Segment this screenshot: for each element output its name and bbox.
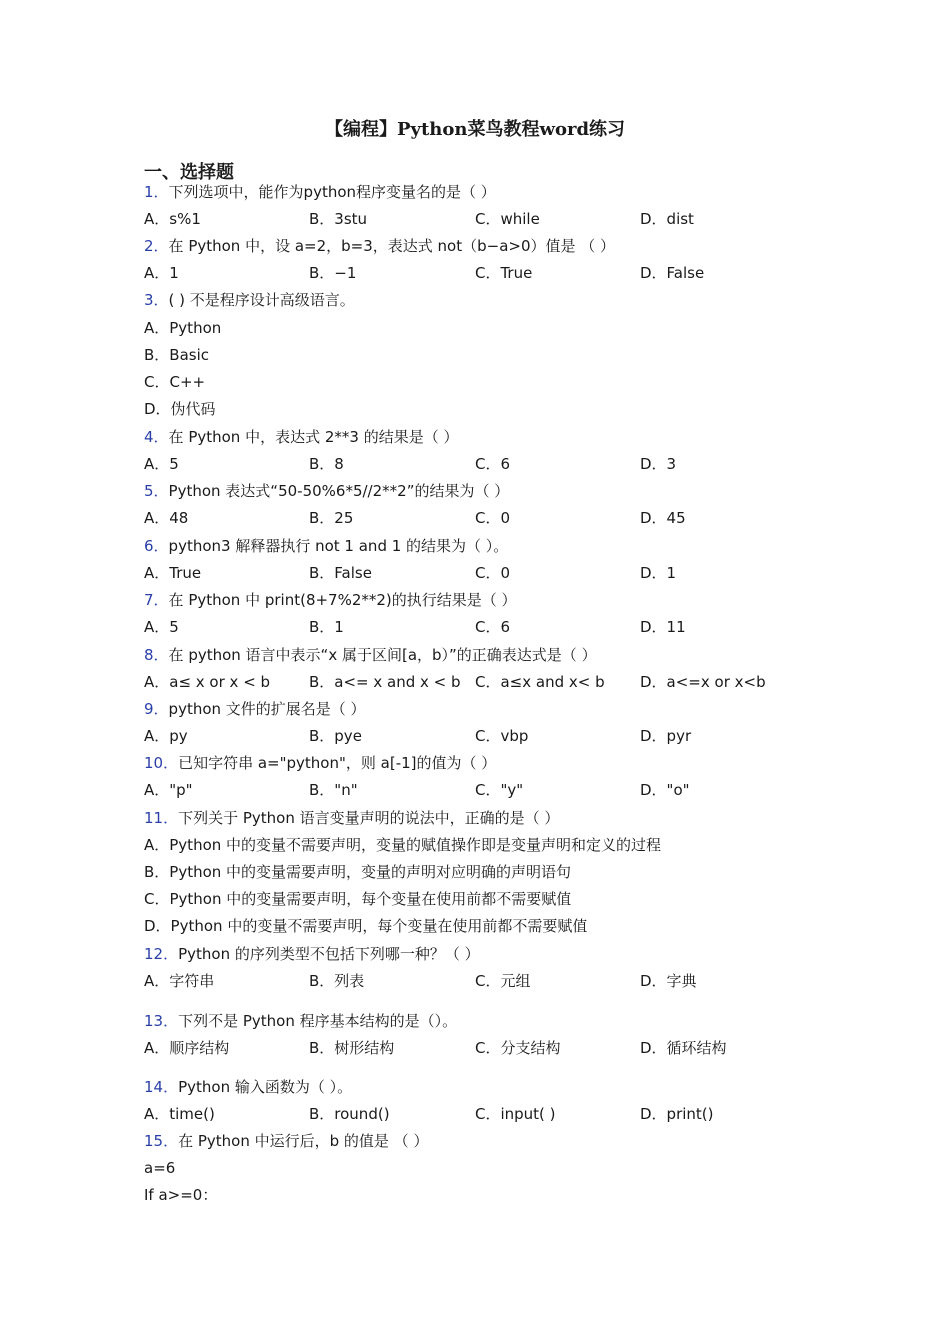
option-a: A．a≤ x or x < b (144, 673, 271, 691)
question-number: 15． (144, 1132, 179, 1150)
question-text: Python 输入函数为（ ）。 (178, 1078, 353, 1096)
option-d: D．伪代码 (144, 400, 216, 418)
option-c: C．6 (475, 455, 511, 473)
question-text: 在 Python 中 print(8+7%2**2)的执行结果是（ ） (168, 591, 517, 609)
option-b: B．"n" (309, 781, 358, 799)
question-number: 14． (144, 1078, 179, 1096)
option-b: B．round() (309, 1105, 390, 1123)
option-a: A．Python 中的变量不需要声明，变量的赋值操作即是变量声明和定义的过程 (144, 836, 662, 854)
question-9 (144, 699, 366, 719)
option-d: D．Python 中的变量不需要声明，每个变量在使用前都不需要赋值 (144, 917, 588, 935)
option-a: A．48 (144, 509, 189, 527)
question-12 (144, 944, 480, 964)
option-b: B．列表 (309, 972, 365, 990)
option-c: C．0 (475, 564, 511, 582)
option-c: C．input( ) (475, 1105, 556, 1123)
question-text: 在 Python 中，设 a=2，b=3，表达式 not（b−a>0）值是 （ ） (168, 237, 616, 255)
question-1 (144, 182, 496, 202)
option-a: A．5 (144, 455, 179, 473)
section-heading: 一、选择题 (144, 162, 234, 183)
option-a: A．time() (144, 1105, 215, 1123)
question-number: 9． (144, 700, 169, 718)
code-line: If a>=0： (144, 1186, 218, 1204)
question-3 (144, 290, 355, 310)
option-d: D．pyr (640, 727, 692, 745)
option-b: B．8 (309, 455, 344, 473)
question-13 (144, 1011, 457, 1031)
question-text: 下列选项中，能作为python程序变量名的是（ ） (168, 183, 496, 201)
option-d: D．11 (640, 618, 686, 636)
question-number: 6． (144, 537, 169, 555)
question-14 (144, 1077, 352, 1097)
option-c: C．a≤x and x< b (475, 673, 605, 691)
option-c: C．分支结构 (475, 1039, 561, 1057)
option-d: D．False (640, 264, 705, 282)
question-number: 7． (144, 591, 169, 609)
option-b: B．pye (309, 727, 362, 745)
option-d: D．字典 (640, 972, 697, 990)
option-b: B．25 (309, 509, 354, 527)
option-b: B．1 (309, 618, 344, 636)
option-c: C．while (475, 210, 540, 228)
question-number: 8． (144, 646, 169, 664)
option-d: D．a<=x or x<b (640, 673, 766, 691)
question-text: 下列关于 Python 语言变量声明的说法中，正确的是（ ） (178, 809, 560, 827)
question-text: python3 解释器执行 not 1 and 1 的结果为（ ）。 (168, 537, 509, 555)
option-a: A．字符串 (144, 972, 215, 990)
question-7 (144, 590, 517, 610)
question-text: 在 python 语言中表示“x 属于区间[a，b）”的正确表达式是（ ） (168, 646, 597, 664)
question-number: 4． (144, 428, 169, 446)
question-number: 12． (144, 945, 179, 963)
question-5 (144, 481, 509, 501)
question-text: 在 Python 中运行后，b 的值是 （ ） (178, 1132, 429, 1150)
question-number: 10． (144, 754, 179, 772)
question-15 (144, 1131, 428, 1151)
question-8 (144, 645, 597, 665)
question-2 (144, 236, 615, 256)
option-b: B．a<= x and x < b (309, 673, 461, 691)
option-c: C．True (475, 264, 533, 282)
option-a: A．py (144, 727, 188, 745)
option-b: B．树形结构 (309, 1039, 395, 1057)
option-c: C．vbp (475, 727, 529, 745)
option-c: C．0 (475, 509, 511, 527)
option-d: D．"o" (640, 781, 690, 799)
option-a: A．"p" (144, 781, 193, 799)
option-c: C．C++ (144, 373, 206, 391)
question-number: 11． (144, 809, 179, 827)
option-d: D．循环结构 (640, 1039, 727, 1057)
question-text: ( ) 不是程序设计高级语言。 (168, 291, 355, 309)
option-b: B．Python 中的变量需要声明，变量的声明对应明确的声明语句 (144, 863, 572, 881)
code-line: a=6 (144, 1159, 176, 1177)
option-c: C．Python 中的变量需要声明，每个变量在使用前都不需要赋值 (144, 890, 572, 908)
question-text: python 文件的扩展名是（ ） (168, 700, 366, 718)
option-b: B．−1 (309, 264, 357, 282)
question-text: 在 Python 中，表达式 2**3 的结果是（ ） (168, 428, 459, 446)
option-d: D．dist (640, 210, 694, 228)
option-d: D．45 (640, 509, 686, 527)
document-title: 【编程】Python菜鸟教程word练习 (324, 119, 626, 140)
option-a: A．True (144, 564, 202, 582)
question-10 (144, 753, 496, 773)
question-number: 2． (144, 237, 169, 255)
option-b: B．Basic (144, 346, 210, 364)
question-number: 13． (144, 1012, 179, 1030)
option-c: C．6 (475, 618, 511, 636)
question-6 (144, 536, 508, 556)
option-c: C．元组 (475, 972, 531, 990)
question-number: 3． (144, 291, 169, 309)
option-c: C．"y" (475, 781, 524, 799)
question-4 (144, 427, 458, 447)
option-a: A．Python (144, 319, 222, 337)
question-11 (144, 808, 559, 828)
question-text: Python 的序列类型不包括下列哪一种？（ ） (178, 945, 480, 963)
option-a: A．顺序结构 (144, 1039, 230, 1057)
question-number: 1． (144, 183, 169, 201)
option-d: D．3 (640, 455, 677, 473)
question-text: 已知字符串 a="python"，则 a[-1]的值为（ ） (178, 754, 497, 772)
option-b: B．False (309, 564, 372, 582)
option-d: D．print() (640, 1105, 714, 1123)
option-a: A．s%1 (144, 210, 201, 228)
question-text: Python 表达式“50-50%6*5//2**2”的结果为（ ） (168, 482, 510, 500)
option-d: D．1 (640, 564, 677, 582)
question-text: 下列不是 Python 程序基本结构的是（）。 (178, 1012, 458, 1030)
question-number: 5． (144, 482, 169, 500)
option-a: A．1 (144, 264, 179, 282)
option-b: B．3stu (309, 210, 368, 228)
option-a: A．5 (144, 618, 179, 636)
